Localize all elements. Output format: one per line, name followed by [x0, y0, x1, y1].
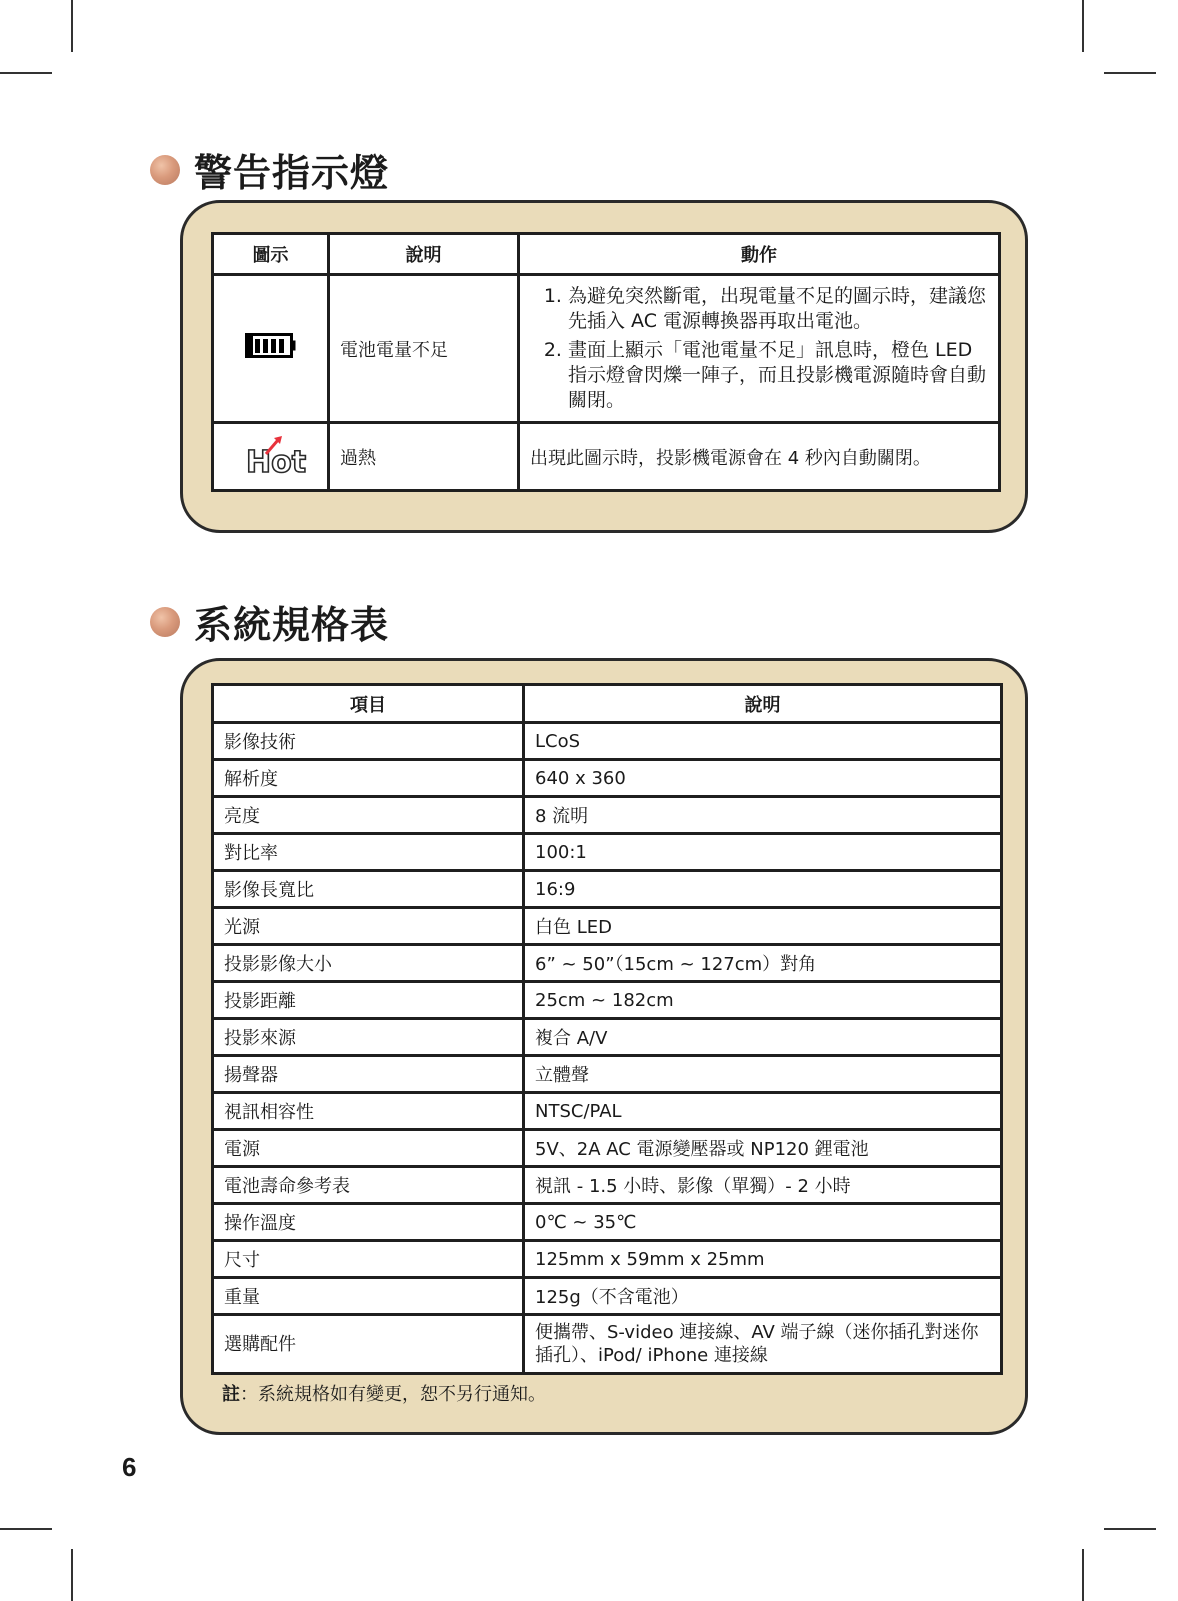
crop-mark [0, 72, 52, 74]
crop-mark [71, 0, 73, 52]
column-header: 說明 [329, 234, 519, 275]
table-row [213, 945, 1002, 982]
spec-item: 投影來源 [213, 1019, 524, 1056]
spec-item: 投影距離 [213, 982, 524, 1019]
spec-item: 操作溫度 [213, 1204, 524, 1241]
spec-item: 投影影像大小 [213, 945, 524, 982]
spec-item: 光源 [213, 908, 524, 945]
table-row [213, 1167, 1002, 1204]
spec-value: 0℃ ~ 35℃ [524, 1204, 1002, 1241]
crop-mark [1082, 0, 1084, 52]
spec-value: 6” ~ 50”（15cm ~ 127cm）對角 [524, 945, 1002, 982]
column-header: 說明 [524, 685, 1002, 723]
table-row [213, 797, 1002, 834]
spec-item: 影像長寬比 [213, 871, 524, 908]
spec-note [222, 1380, 546, 1406]
action-cell: 出現此圖示時，投影機電源會在 4 秒內自動關閉。 [519, 423, 1000, 491]
warning-table [211, 232, 1001, 492]
spec-item: 對比率 [213, 834, 524, 871]
action-list [530, 284, 988, 413]
svg-text:Hot: Hot [245, 445, 306, 480]
table-row [213, 1019, 1002, 1056]
description-cell: 電池電量不足 [329, 275, 519, 423]
spec-section-heading [150, 594, 389, 649]
table-row [213, 1241, 1002, 1278]
table-header-row [213, 685, 1002, 723]
page-number: 6 [122, 1452, 137, 1482]
spec-value: 125mm x 59mm x 25mm [524, 1241, 1002, 1278]
spec-item: 電池壽命參考表 [213, 1167, 524, 1204]
table-row [213, 1278, 1002, 1315]
spec-item: 影像技術 [213, 723, 524, 760]
column-header: 圖示 [213, 234, 329, 275]
spec-item: 視訊相容性 [213, 1093, 524, 1130]
table-row [213, 723, 1002, 760]
spec-value: 125g（不含電池） [524, 1278, 1002, 1315]
spec-value: 視訊 - 1.5 小時、影像（單獨）- 2 小時 [524, 1167, 1002, 1204]
spec-table [211, 683, 1003, 1375]
spec-value: 便攜帶、S-video 連接線、AV 端子線（迷你插孔對迷你插孔）、iPod/ iPhone 連接線 [524, 1315, 1002, 1374]
note-text: ：系統規格如有變更，恕不另行通知。 [240, 1384, 546, 1405]
spec-section-title: 系統規格表 [194, 603, 390, 647]
crop-mark [1104, 72, 1156, 74]
table-row [213, 275, 1000, 423]
spec-value: 白色 LED [524, 908, 1002, 945]
spec-value: 16:9 [524, 871, 1002, 908]
spec-value: NTSC/PAL [524, 1093, 1002, 1130]
spec-item: 尺寸 [213, 1241, 524, 1278]
list-item: 1. 為避免突然斷電，出現電量不足的圖示時，建議您先插入 AC 電源轉換器再取出電池。 [568, 284, 988, 334]
spec-value: 立體聲 [524, 1056, 1002, 1093]
spec-value: 8 流明 [524, 797, 1002, 834]
bullet-icon [150, 607, 180, 637]
spec-item: 選購配件 [213, 1315, 524, 1374]
column-header: 動作 [519, 234, 1000, 275]
spec-value: 5V、2A AC 電源變壓器或 NP120 鋰電池 [524, 1130, 1002, 1167]
spec-item: 揚聲器 [213, 1056, 524, 1093]
hot-icon [244, 432, 306, 480]
table-row [213, 1130, 1002, 1167]
table-row [213, 1093, 1002, 1130]
table-row [213, 423, 1000, 491]
spec-item: 電源 [213, 1130, 524, 1167]
crop-mark [0, 1528, 52, 1530]
table-row [213, 908, 1002, 945]
spec-value: 100:1 [524, 834, 1002, 871]
crop-mark [71, 1549, 73, 1601]
description-cell: 過熱 [329, 423, 519, 491]
crop-mark [1104, 1528, 1156, 1530]
list-item: 2. 畫面上顯示「電池電量不足」訊息時，橙色 LED 指示燈會閃爍一陣子，而且投影機電源隨時會自動關閉。 [568, 338, 988, 413]
spec-value: 640 x 360 [524, 760, 1002, 797]
action-cell [519, 275, 1000, 423]
column-header: 項目 [213, 685, 524, 723]
table-row [213, 1315, 1002, 1374]
table-row [213, 1056, 1002, 1093]
spec-item: 亮度 [213, 797, 524, 834]
note-label: 註 [222, 1384, 240, 1405]
table-row [213, 760, 1002, 797]
bullet-icon [150, 155, 180, 185]
table-row [213, 982, 1002, 1019]
table-row [213, 1204, 1002, 1241]
table-row [213, 834, 1002, 871]
icon-cell [213, 423, 329, 491]
spec-value: 複合 A/V [524, 1019, 1002, 1056]
warning-section-title: 警告指示燈 [194, 151, 390, 195]
crop-mark [1082, 1549, 1084, 1601]
warning-section-heading [150, 142, 389, 197]
table-header-row [213, 234, 1000, 275]
spec-item: 解析度 [213, 760, 524, 797]
battery-low-icon [245, 333, 297, 359]
spec-value: LCoS [524, 723, 1002, 760]
table-row [213, 871, 1002, 908]
spec-value: 25cm ~ 182cm [524, 982, 1002, 1019]
spec-item: 重量 [213, 1278, 524, 1315]
icon-cell [213, 275, 329, 423]
